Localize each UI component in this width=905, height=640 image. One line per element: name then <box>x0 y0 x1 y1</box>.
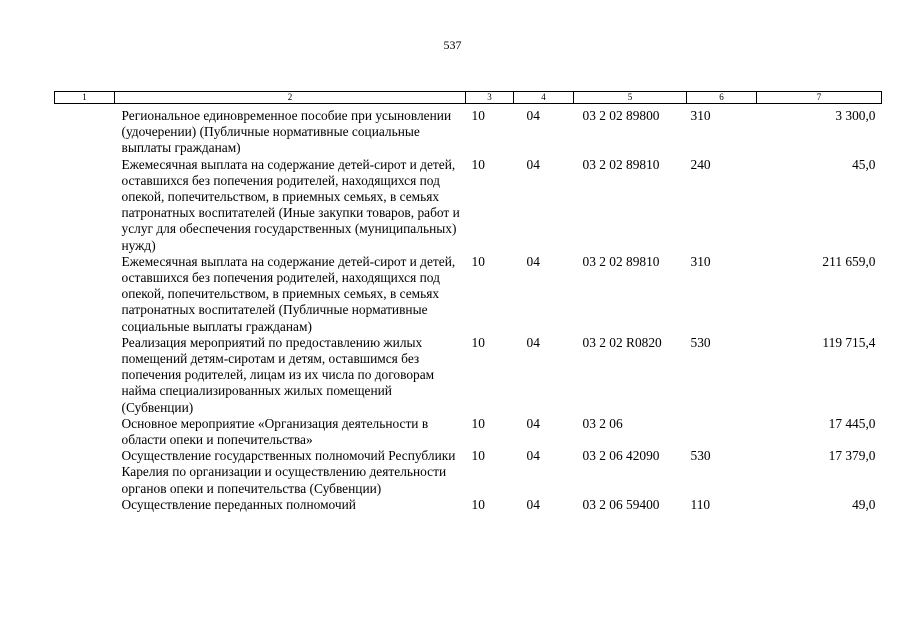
row-name: Ежемесячная выплата на содержание детей-сирот и детей, оставшихся без попечения родителей, находящихся под опекой, попечительством, в приемных семьях, в семьях патронатных воспитателей (Публичные нормативные социальные выплаты гражданам) <box>121 253 456 334</box>
page-number: 537 <box>443 38 462 52</box>
row-expense-type: 530 <box>690 334 711 350</box>
column-header-7: 7 <box>757 92 882 104</box>
table-row <box>55 335 882 416</box>
row-subsection: 04 <box>526 156 540 172</box>
column-header-2: 2 <box>115 92 466 104</box>
row-expense-type: 310 <box>690 108 711 123</box>
row-amount: 49,0 <box>852 496 876 512</box>
row-col1 <box>55 335 115 416</box>
row-section: 10 <box>471 448 485 464</box>
row-col1 <box>55 448 115 497</box>
row-name: Осуществление переданных полномочий <box>121 496 356 512</box>
column-header-3: 3 <box>466 92 514 104</box>
table-row <box>55 497 882 513</box>
row-section: 10 <box>471 108 485 123</box>
row-amount: 17 445,0 <box>828 415 876 431</box>
row-expense-type <box>687 416 757 448</box>
row-subsection: 04 <box>526 496 540 512</box>
row-section: 10 <box>471 415 485 431</box>
row-amount: 17 379,0 <box>828 448 876 464</box>
row-subsection: 04 <box>526 334 540 350</box>
table-row <box>55 104 882 157</box>
row-target-code: 03 2 02 89800 <box>582 108 660 123</box>
row-col1 <box>55 416 115 448</box>
table-row <box>55 416 882 448</box>
row-target-code: 03 2 02 89810 <box>582 156 660 172</box>
row-name: Реализация мероприятий по предоставлению жилых помещений детям-сиротам и детям, оставшимся без попечения родителей, лицам из их числа по договорам найма специализированных жилых помещений (Субвенции) <box>121 334 435 415</box>
table-row <box>55 254 882 335</box>
row-expense-type: 310 <box>690 253 711 269</box>
table-row <box>55 157 882 254</box>
row-name: Осуществление государственных полномочий Республики Карелия по организации и осуществлению деятельности органов опеки и попечительства (Субвенции) <box>121 448 456 496</box>
row-section: 10 <box>471 334 485 350</box>
row-col1 <box>55 157 115 254</box>
row-section: 10 <box>471 156 485 172</box>
row-expense-type: 530 <box>690 448 711 464</box>
row-subsection: 04 <box>526 253 540 269</box>
row-target-code: 03 2 06 42090 <box>582 448 660 464</box>
row-amount: 211 659,0 <box>822 253 876 269</box>
column-header-6: 6 <box>687 92 757 104</box>
row-target-code: 03 2 06 <box>582 415 623 431</box>
table-header <box>55 92 882 104</box>
row-target-code: 03 2 02 89810 <box>582 253 660 269</box>
row-section: 10 <box>471 496 485 512</box>
row-name: Ежемесячная выплата на содержание детей-сирот и детей, оставшихся без попечения родителей, находящихся под опекой, попечительством, в приемных семьях, в семьях патронатных воспитателей (Иные закупки товаров, работ и услуг для обеспечения государственных (муниципальных) нужд) <box>121 156 460 253</box>
row-name: Основное мероприятие «Организация деятельности в области опеки и попечительства» <box>121 415 429 448</box>
row-target-code: 03 2 06 59400 <box>582 496 660 512</box>
table-body <box>55 104 882 514</box>
column-header-5: 5 <box>574 92 687 104</box>
column-header-4: 4 <box>514 92 574 104</box>
table-row <box>55 448 882 497</box>
row-col1 <box>55 497 115 513</box>
row-amount: 3 300,0 <box>835 108 876 123</box>
row-amount: 45,0 <box>852 156 876 172</box>
row-expense-type: 110 <box>690 496 711 512</box>
row-subsection: 04 <box>526 448 540 464</box>
header-row <box>55 92 882 104</box>
row-target-code: 03 2 02 R0820 <box>582 334 662 350</box>
row-col1 <box>55 104 115 157</box>
row-amount: 119 715,4 <box>822 334 876 350</box>
column-header-1: 1 <box>55 92 115 104</box>
budget-table <box>54 91 882 513</box>
row-section: 10 <box>471 253 485 269</box>
row-expense-type: 240 <box>690 156 711 172</box>
row-subsection: 04 <box>526 108 540 123</box>
row-subsection: 04 <box>526 415 540 431</box>
row-name: Региональное единовременное пособие при усыновлении (удочерении) (Публичные нормативные социальные выплаты гражданам) <box>121 108 452 156</box>
row-col1 <box>55 254 115 335</box>
